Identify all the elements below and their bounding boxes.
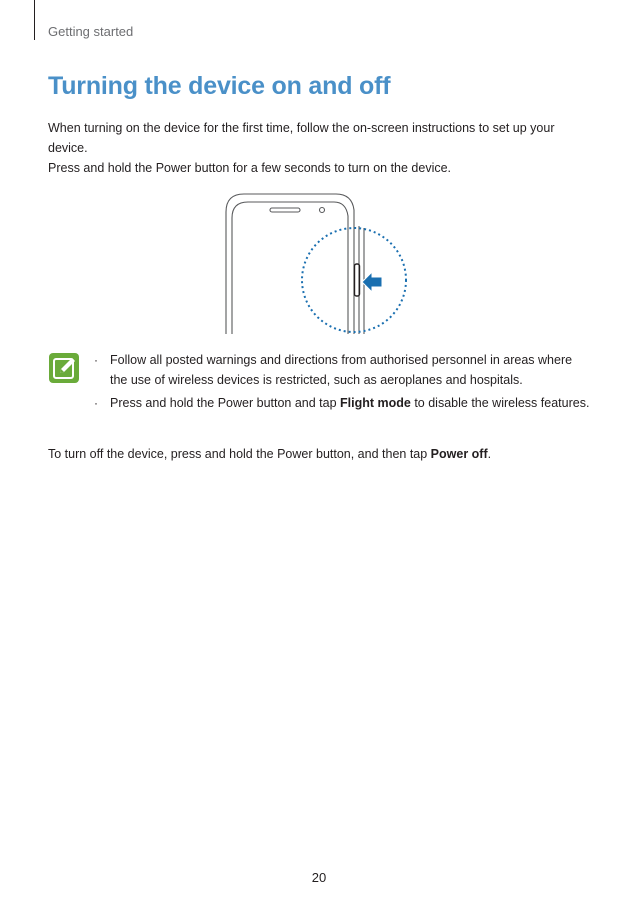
note-list bbox=[90, 350, 590, 416]
note-item-text-pre: Press and hold the Power button and tap bbox=[110, 396, 341, 410]
power-on-paragraph: Press and hold the Power button for a few seconds to turn on the device. bbox=[48, 161, 452, 175]
bullet-dot: · bbox=[94, 353, 98, 367]
margin-rule bbox=[34, 0, 35, 40]
flight-mode-term: Flight mode bbox=[340, 396, 411, 410]
power-off-term: Power off bbox=[430, 447, 488, 461]
power-off-paragraph bbox=[48, 444, 596, 464]
intro-paragraph: When turning on the device for the first time, follow the on-screen instructions to set up your device. bbox=[48, 121, 555, 155]
page-title: Turning the device on and off bbox=[48, 72, 391, 100]
note-item bbox=[90, 393, 590, 413]
note-item bbox=[90, 350, 590, 390]
power-button-illustration bbox=[222, 190, 418, 334]
page-number: 20 bbox=[311, 870, 327, 885]
note-item-text-post: to disable the wireless features. bbox=[410, 396, 590, 410]
note-item-text: Follow all posted warnings and directions from authorised personnel in areas where the use of wireless devices is restricted, such as aeroplanes and hospitals. bbox=[110, 353, 573, 387]
press-arrow-icon bbox=[362, 272, 382, 292]
power-off-text-post: . bbox=[487, 447, 492, 461]
bullet-dot: · bbox=[94, 396, 98, 410]
running-header: Getting started bbox=[48, 24, 134, 39]
note-pencil-icon bbox=[48, 352, 80, 384]
power-off-text-pre: To turn off the device, press and hold the Power button, and then tap bbox=[48, 447, 431, 461]
